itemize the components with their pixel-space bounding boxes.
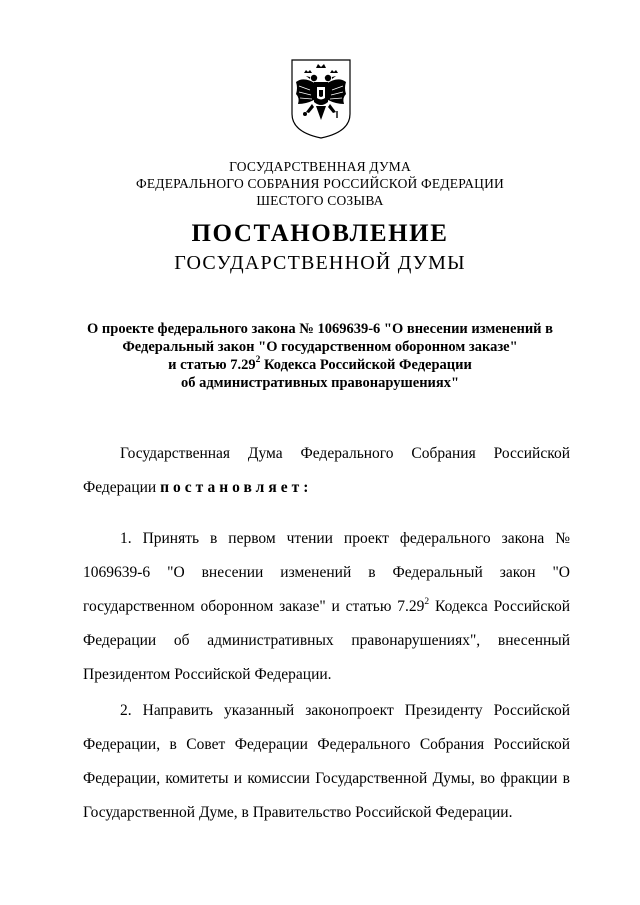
- paragraph-1: [83, 522, 570, 692]
- issuing-authority: [0, 158, 640, 209]
- subject-line-1: О проекте федерального закона № 1069639-6 "О внесении изменений в: [87, 321, 553, 337]
- subject-line-4: об административных правонарушениях": [180, 375, 460, 391]
- document-issuer-heading: ГОСУДАРСТВЕННОЙ ДУМЫ: [174, 252, 466, 274]
- paragraph-1-text: 1. Принять в первом чтении проект федерального закона № 1069639-6 "О внесении изменений в Федеральный закон "О государственном оборонном заказе" и статью 7.29: [83, 530, 570, 615]
- russian-coat-of-arms-icon: [290, 58, 352, 140]
- subject-line-2: Федеральный закон "О государственном оборонном заказе": [122, 339, 518, 355]
- subject-line-3-start: и статью 7.29: [168, 357, 256, 373]
- subject-line-3: [0, 356, 640, 374]
- authority-line-1: ГОСУДАРСТВЕННАЯ ДУМА: [229, 159, 411, 174]
- authority-line-3: ШЕСТОГО СОЗЫВА: [256, 193, 384, 208]
- document-type-heading: ПОСТАНОВЛЕНИЕ: [191, 220, 449, 247]
- decree-intro-paragraph: [83, 437, 570, 505]
- authority-line-2: ФЕДЕРАЛЬНОГО СОБРАНИЯ РОССИЙСКОЙ ФЕДЕРАЦИИ: [136, 176, 504, 191]
- document-subject: [0, 320, 640, 392]
- paragraph-1-text-end: Кодекса Российской Федерации об административных правонарушениях", внесенный Президентом Российской Федерации.: [83, 598, 570, 683]
- subject-line-3-end: Кодекса Российской Федерации: [260, 357, 472, 373]
- decree-word: постановляет:: [160, 479, 313, 496]
- paragraph-2: [83, 694, 570, 830]
- subject-article-superscript: 2: [255, 355, 261, 366]
- paragraph-2-text: 2. Направить указанный законопроект Президенту Российской Федерации, в Совет Федерации Федерального Собрания Российской Федерации, комитеты и комиссии Государственной Думы, во фракции в Государственной Думе, в Правительство Российской Федерации.: [83, 702, 570, 821]
- decree-intro-text: Государственная Дума Федерального Собрания Российской Федерации: [83, 445, 570, 496]
- paragraph-1-article-superscript: 2: [424, 596, 430, 607]
